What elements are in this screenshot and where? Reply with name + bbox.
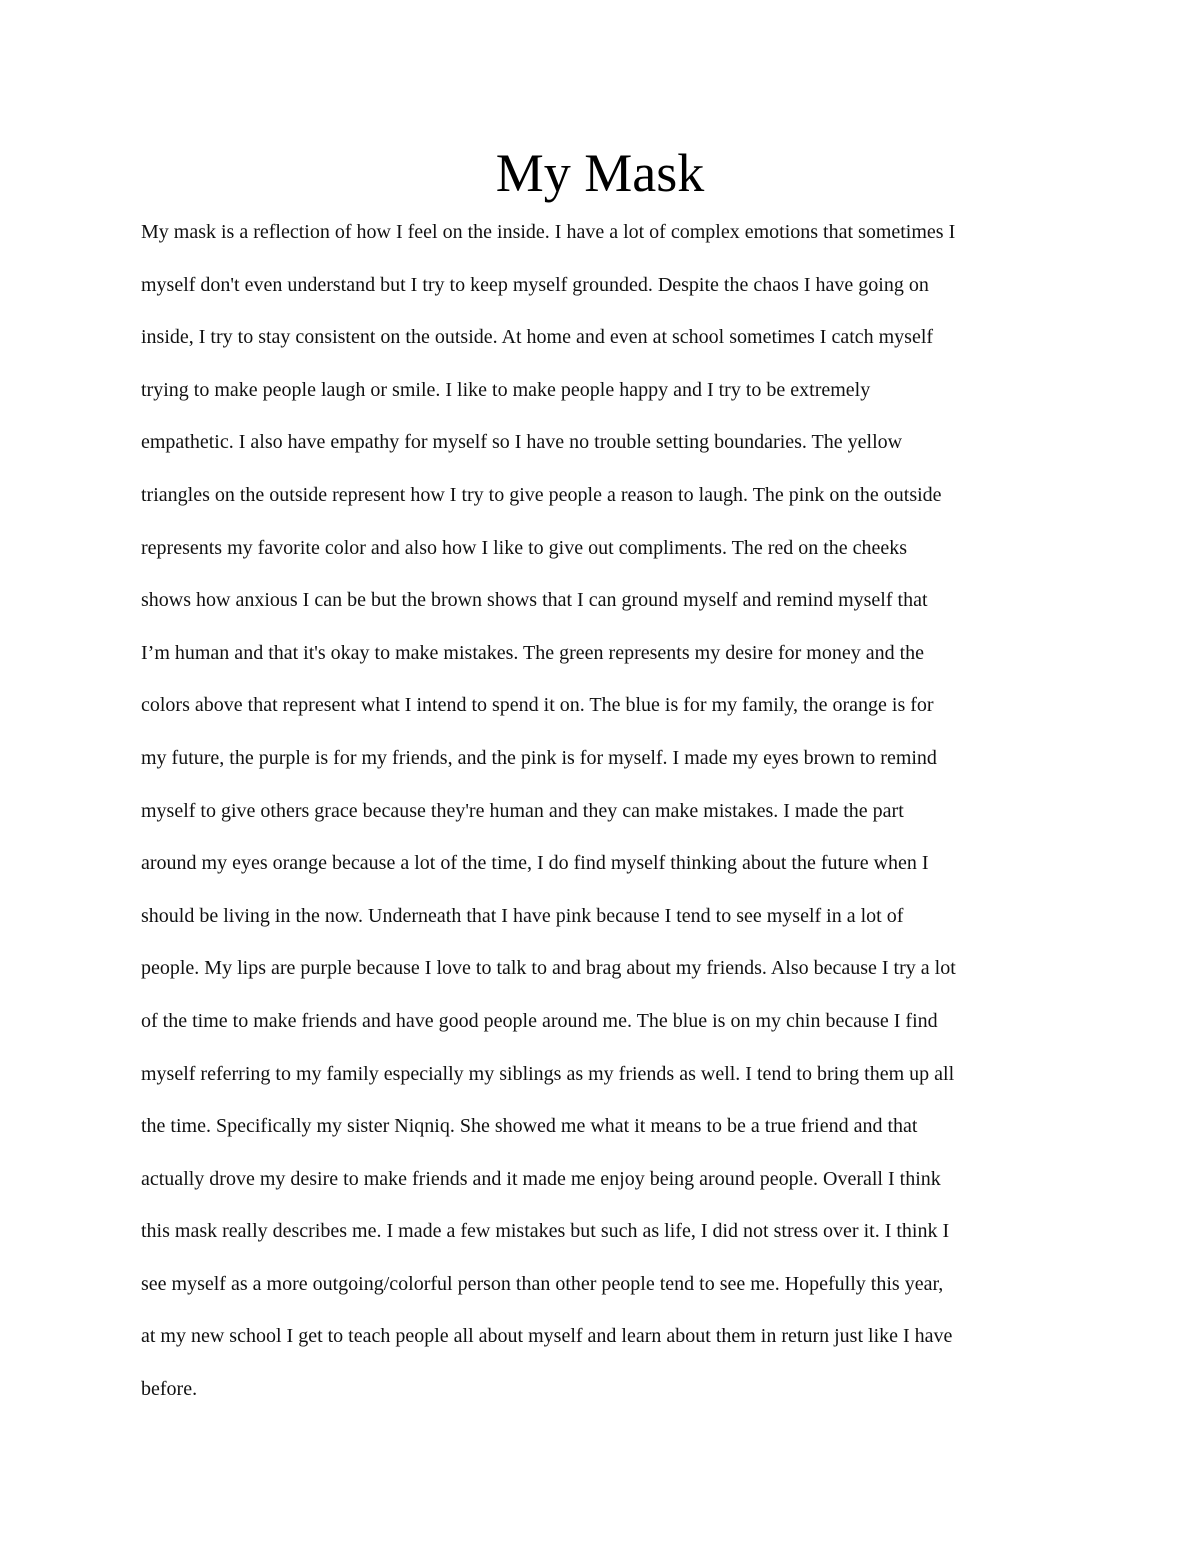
essay-line: My mask is a reflection of how I feel on the inside. I have a lot of complex emotions that sometimes I: [141, 221, 956, 243]
essay-line: my future, the purple is for my friends, and the pink is for myself. I made my eyes brown to remind: [141, 746, 937, 769]
essay-line: represents my favorite color and also how I like to give out compliments. The red on the cheeks: [141, 536, 908, 559]
essay-line: actually drove my desire to make friends and it made me enjoy being around people. Overall I think: [141, 1167, 941, 1190]
essay-line: this mask really describes me. I made a few mistakes but such as life, I did not stress over it. I think I: [141, 1220, 950, 1243]
page-title: My Mask: [495, 143, 705, 203]
essay-line: trying to make people laugh or smile. I like to make people happy and I try to be extremely: [141, 378, 871, 401]
essay-line: see myself as a more outgoing/colorful person than other people tend to see me. Hopefully this year,: [141, 1272, 944, 1295]
essay-line: empathetic. I also have empathy for myself so I have no trouble setting boundaries. The yellow: [141, 431, 903, 454]
essay-line: at my new school I get to teach people all about myself and learn about them in return just like I have: [141, 1325, 953, 1348]
essay-line: myself to give others grace because they're human and they can make mistakes. I made the part: [141, 799, 904, 822]
essay-line: colors above that represent what I intend to spend it on. The blue is for my family, the orange is for: [141, 694, 934, 717]
essay-line: triangles on the outside represent how I try to give people a reason to laugh. The pink on the outside: [141, 483, 942, 506]
essay-line: shows how anxious I can be but the brown shows that I can ground myself and remind myself that: [141, 589, 928, 612]
essay-line: myself referring to my family especially my siblings as my friends as well. I tend to bring them up all: [141, 1062, 955, 1085]
essay-line: the time. Specifically my sister Niqniq. She showed me what it means to be a true friend and that: [141, 1115, 918, 1138]
essay-line: myself don't even understand but I try to keep myself grounded. Despite the chaos I have going on: [141, 273, 929, 296]
essay-line: inside, I try to stay consistent on the outside. At home and even at school sometimes I catch myself: [141, 326, 934, 349]
essay-body: [141, 212, 1071, 1422]
essay-line: of the time to make friends and have good people around me. The blue is on my chin because I find: [141, 1009, 938, 1032]
essay-line: people. My lips are purple because I love to talk to and brag about my friends. Also because I try a lot: [141, 957, 956, 980]
essay-line: before.: [141, 1378, 198, 1401]
essay-line: around my eyes orange because a lot of the time, I do find myself thinking about the future when I: [141, 852, 929, 875]
essay-line: I’m human and that it's okay to make mistakes. The green represents my desire for money and the: [141, 641, 925, 664]
essay-line: should be living in the now. Underneath that I have pink because I tend to see myself in a lot of: [141, 904, 904, 927]
